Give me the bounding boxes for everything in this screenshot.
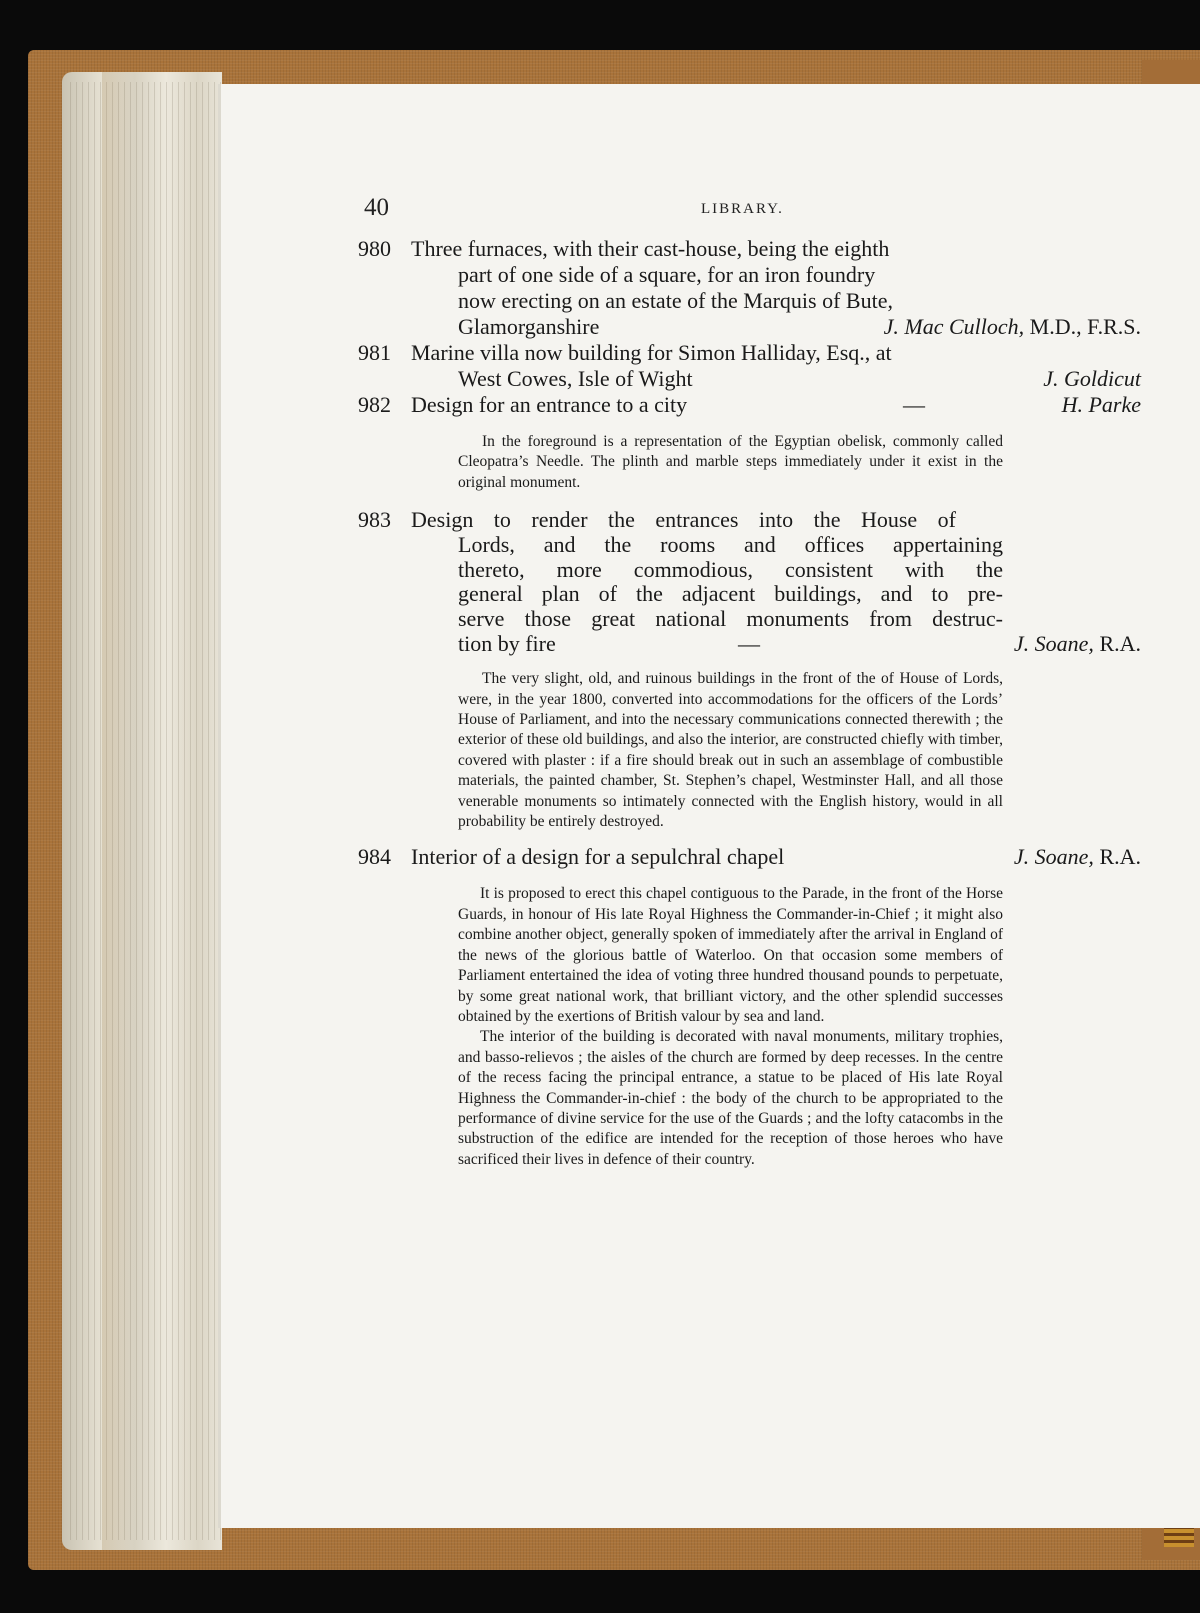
book-page [218, 84, 1200, 1528]
entry-number: 984 [358, 844, 391, 870]
artist-suffix: R.A. [1093, 631, 1141, 657]
entry-text-line: Design to render the entrances into the House of [411, 507, 956, 533]
artist-italic: J. Mac Culloch, [883, 314, 1025, 339]
entry-text-line: tion by fire [458, 631, 556, 657]
entry-text-line: West Cowes, Isle of Wight [458, 366, 693, 391]
artist-italic: J. Soane, [1013, 631, 1094, 657]
catalogue-entry-984 [358, 844, 1141, 1170]
entry-text-line: Marine villa now building for Simon Halliday, Esq., at [411, 340, 892, 365]
entry-note: The very slight, old, and ruinous buildings in the front of the of House of Lords, were, in the year 1800, converted into accommodations for the officers of the Lords’ House of Parliament, and into the necessary communications connected therewith ; the exterior of these old buildings, and also the interior, are constructed chiefly with timber, covered with plaster : if a fire should break out in such an assemblage of combustible materials, the painted chamber, St. Stephen’s chapel, Westminster Hall, and all those venerable monuments so intimately connected with the English history, would in all probability be entirely destroyed. [458, 670, 1003, 831]
entry-text-line: Design for an entrance to a city [411, 392, 688, 417]
entry-text-line: now erecting on an estate of the Marquis of Bute, [458, 288, 893, 313]
artist-name: H. Parke [1061, 392, 1141, 417]
running-head: LIBRARY. [701, 201, 784, 217]
artist-italic: J. Soane, [1013, 844, 1094, 870]
entry-note-paragraph: The interior of the building is decorated with naval monuments, military trophies, and basso-relievos ; the aisles of the church are formed by deep recesses. In the centre of the recess facing the principal entrance, a statue to be placed of His late Royal Highness the Commander-in-chief : the body of the church to be appropriated to the performance of divine service for the use of the Guards ; and the lofty catacombs in the substruction of the edifice are intended for the reception of those heroes who have sacrificed their lives in defence of their country. [458, 1028, 1003, 1168]
entry-text-line: Three furnaces, with their cast-house, being the eighth [411, 236, 890, 261]
artist-suffix: M.D., F.R.S. [1024, 314, 1141, 339]
catalogue-entry-981 [358, 340, 1141, 392]
entry-text-line: general plan of the adjacent buildings, and to pre- [458, 581, 1003, 607]
catalogue-entry-980 [358, 236, 1141, 340]
artist-name: J. Goldicut [1043, 366, 1141, 391]
entry-dash: — [903, 392, 925, 417]
artist-suffix: R.A. [1093, 844, 1141, 870]
entry-note: In the foreground is a representation of the Egyptian obelisk, commonly called Cleopatra’s Needle. The plinth and marble steps immediately under it exist in the original monument. [458, 433, 1003, 491]
page-edges [62, 72, 222, 1550]
entry-number: 982 [358, 392, 391, 417]
page-header [221, 194, 1200, 226]
entry-text-line: Glamorganshire [458, 314, 600, 339]
entry-text-line: serve those great national monuments from destruc- [458, 605, 1003, 631]
entry-number: 981 [358, 340, 391, 365]
entry-note [458, 884, 1003, 1170]
catalogue-entry-983 [358, 507, 1141, 832]
page-number: 40 [364, 194, 389, 221]
artist-name [1014, 844, 1141, 870]
catalogue-entry-982 [358, 392, 1141, 493]
entry-number: 980 [358, 236, 391, 261]
entry-number: 983 [358, 507, 391, 533]
entry-note-paragraph: It is proposed to erect this chapel contiguous to the Parade, in the front of the Horse Guards, in honour of His late Royal Highness the Commander-in-Chief ; it might also combine another object, generally spoken of immediately after the arrival in England of the news of the glorious battle of Waterloo. On that occasion some members of Parliament entertained the idea of voting three hundred thousand pounds to perpetuate, by some great national work, that brilliant victory, and the other splendid successes obtained by the exertions of British valour by sea and land. [458, 885, 1003, 1025]
page-content [358, 236, 1141, 1180]
artist-name [1014, 631, 1141, 657]
entry-dash: — [738, 631, 760, 657]
entry-text-line: part of one side of a square, for an iron foundry [458, 262, 876, 287]
artist-name [884, 314, 1141, 340]
entry-text-line: thereto, more commodious, consistent with the [458, 556, 1003, 582]
entry-text-line: Interior of a design for a sepulchral chapel [411, 844, 785, 870]
entry-text-line: Lords, and the rooms and offices appertaining [458, 532, 1003, 558]
